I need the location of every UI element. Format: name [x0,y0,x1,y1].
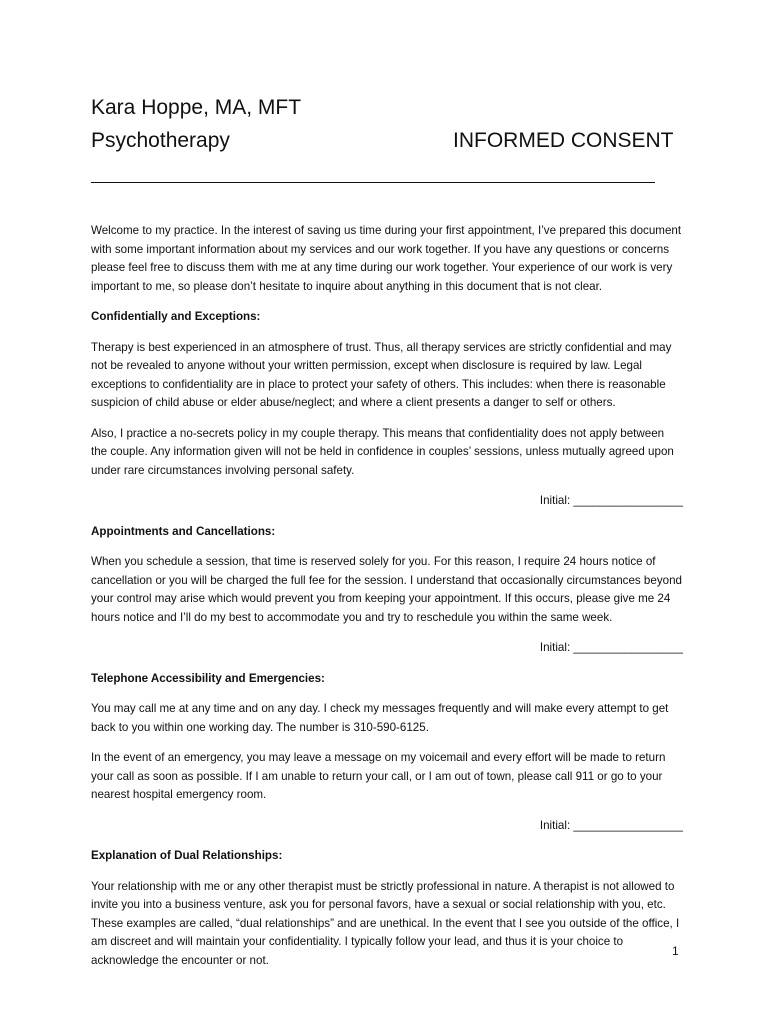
therapist-name: Kara Hoppe, MA, MFT [91,96,302,119]
telephone-initial-field[interactable]: Initial: _________________ [539,818,683,832]
document-title: INFORMED CONSENT [453,129,674,152]
appointments-section [91,523,683,658]
confidentiality-heading: Confidentially and Exceptions: [91,310,261,323]
confidentiality-section [91,308,683,511]
page-number: 1 [672,944,679,958]
intro-paragraph: Welcome to my practice. In the interest of saving us time during your first appointment, I’ve prepared this document with some important information about my services and our work together. If you have any questions or concerns please feel free to discuss them with me at any time during our work together. Your experience of our work is very important to me, so please don’t hesitate to inquire about anything in this document that is not clear. [91,224,682,293]
confidentiality-paragraph-2: Also, I practice a no-secrets policy in my couple therapy. This means that confidentiality does not apply between the couple. Any information given will not be held in confidence in couples’ sessions, unless mutually agreed upon under rare circumstances involving personal safety. [91,426,674,477]
telephone-paragraph-1: You may call me at any time and on any day. I check my messages frequently and will make every attempt to get back to you within one working day. The number is 310-590-6125. [91,702,669,734]
dual-relationships-heading: Explanation of Dual Relationships: [91,849,283,862]
telephone-heading: Telephone Accessibility and Emergencies: [91,671,325,685]
dual-relationships-section [91,847,683,970]
appointments-heading: Appointments and Cancellations: [91,524,276,538]
confidentiality-paragraph-1: Therapy is best experienced in an atmosphere of trust. Thus, all therapy services are strictly confidential and may not be revealed to anyone without your written permission, except when disclosure is required by law. Legal exceptions to confidentiality are in place to protect your safety of others. This includes: when there is reasonable suspicion of child abuse or elder abuse/neglect; and where a client presents a danger to self or others. [91,340,672,409]
telephone-paragraph-2: In the event of an emergency, you may leave a message on my voicemail and every effort will be made to return your call as soon as possible. If I am unable to return your call, or I am out of town, please call 911 or go to your nearest hospital emergency room. [91,751,666,801]
practice-type: Psychotherapy [91,129,230,152]
appointments-paragraph-1: When you schedule a session, that time is reserved solely for you. For this reason, I require 24 hours notice of cancellation or you will be charged the full fee for the session. I understand that occasionally circumstances beyond your control may arise which would prevent you from keeping your appointment. If this occurs, please give me 24 hours notice and I’ll do my best to accommodate you and try to reschedule you within the same week. [91,555,682,624]
telephone-section [91,670,683,836]
dual-relationships-paragraph-1: Your relationship with me or any other therapist must be strictly professional in nature. A therapist is not allowed to invite you into a business venture, ask you for personal favors, have a sexual or social relationship with you, etc. These examples are called, “dual relationships” and are unethical. In the event that I see you outside of the office, I am discreet and will maintain your confidentiality. I typically follow your lead, and thus it is your choice to acknowledge the encounter or not. [91,879,680,967]
header-divider [91,182,655,183]
confidentiality-initial-field[interactable]: Initial: _________________ [539,494,683,507]
document-body [91,222,683,982]
appointments-initial-field[interactable]: Initial: _________________ [539,641,683,654]
